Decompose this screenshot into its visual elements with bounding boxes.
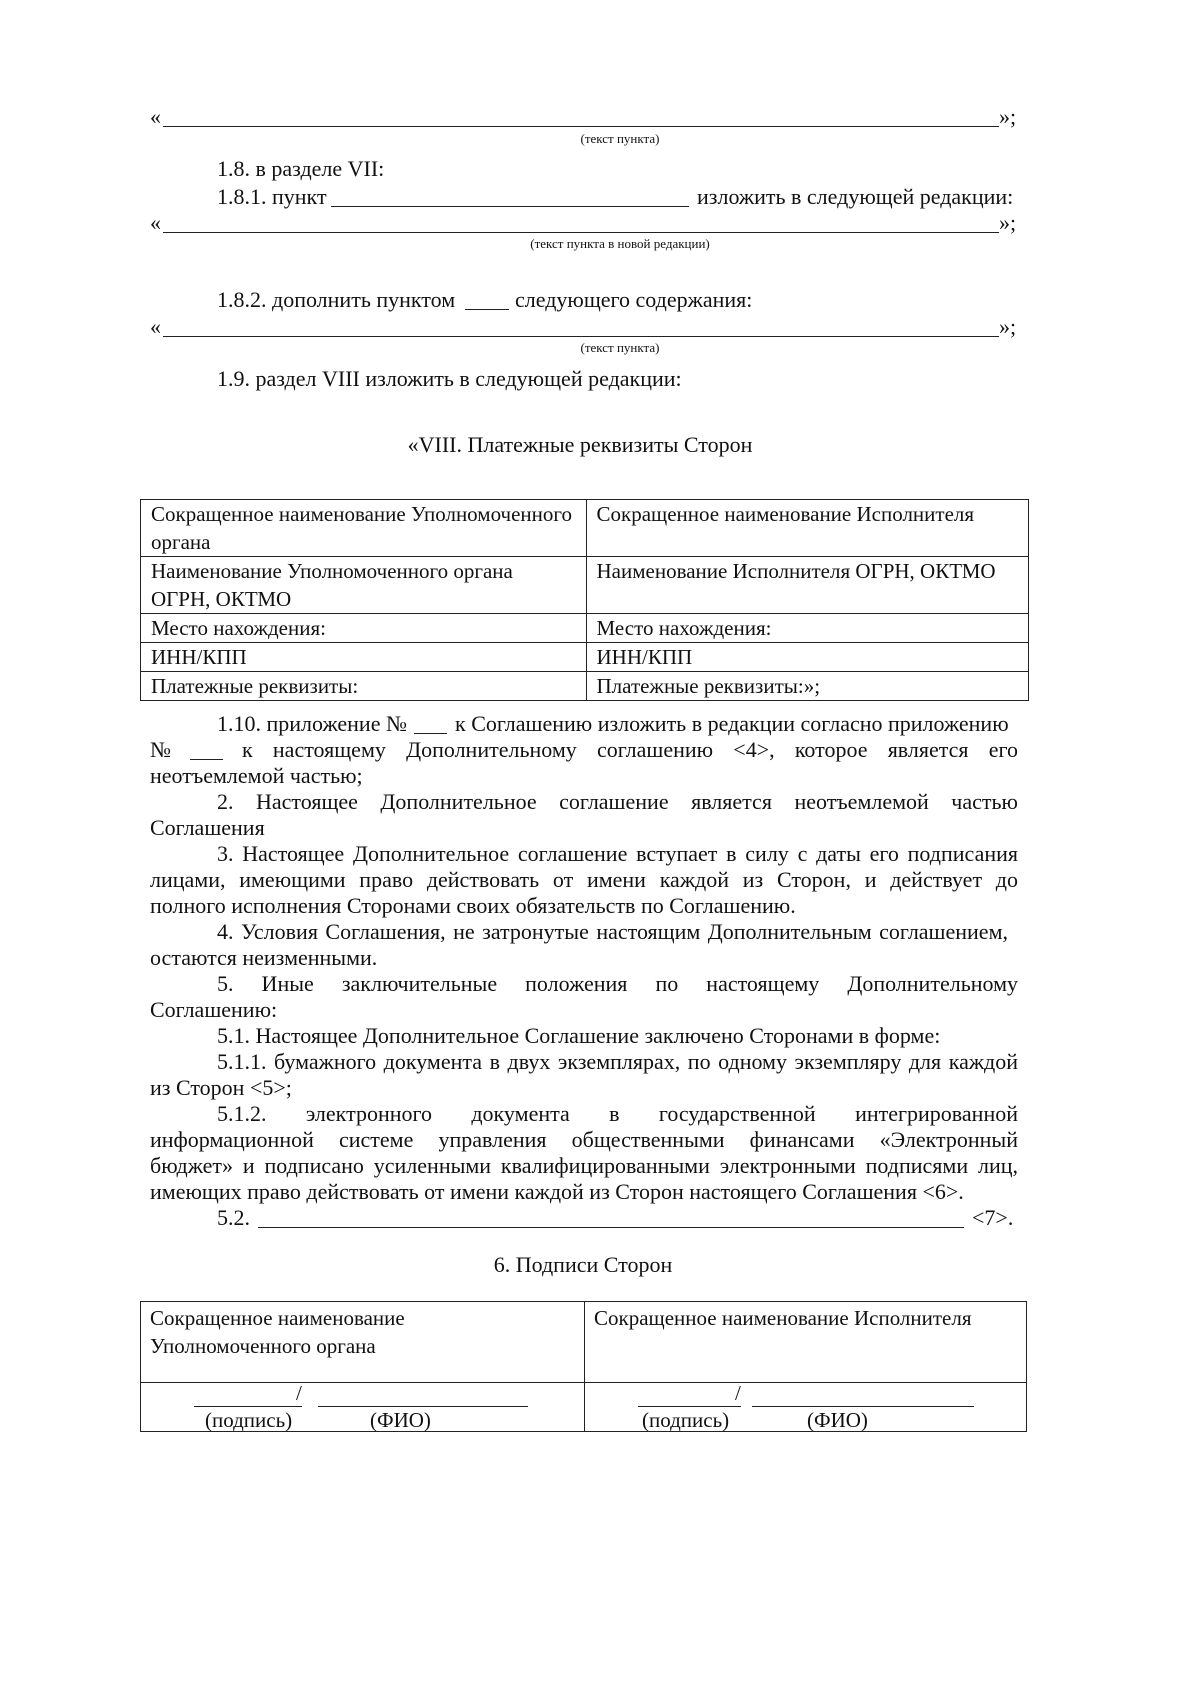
table-cell: Сокращенное наименование Исполнителя <box>586 500 1028 557</box>
quote-close: »; <box>999 210 1017 235</box>
paragraph-5-1: 5.1. Настоящее Дополнительное Соглашение заключено Сторонами в форме: <box>217 1023 941 1048</box>
paragraph-1-8-2-end: следующего содержания: <box>515 287 753 312</box>
paragraph-1-9: 1.9. раздел VIII изложить в следующей редакции: <box>217 366 682 391</box>
table-cell: Место нахождения: <box>141 614 587 643</box>
quote-open: « <box>150 314 161 339</box>
paragraph-1-10-end: к Соглашению изложить в редакции согласно приложению <box>455 711 1009 736</box>
quote-close: »; <box>999 314 1017 339</box>
table-cell: Платежные реквизиты:»; <box>586 672 1028 701</box>
table-row <box>141 557 1029 614</box>
paragraph-1-10-line2: к настоящему Дополнительному соглашению <4>, которое является его <box>242 737 1018 762</box>
paragraph-5-1-2-line3: бюджет» и подписано усиленными квалифицированными электронными подписями лиц, <box>150 1153 1018 1178</box>
paragraph-5-2-footnote: <7>. <box>972 1205 1014 1230</box>
right-slash: / <box>735 1381 741 1405</box>
signatures-table <box>140 1301 1027 1432</box>
table-cell: Платежные реквизиты: <box>141 672 587 701</box>
paragraph-5-1-1-line2: из Сторон <5>; <box>150 1075 292 1100</box>
paragraph-5-1-1-line1: 5.1.1. бумажного документа в двух экземплярах, по одному экземпляру для каждой <box>217 1049 1018 1074</box>
fill-line <box>163 336 999 337</box>
column-divider <box>584 1302 585 1431</box>
paragraph-1-10-line3: неотъемлемой частью; <box>150 763 363 788</box>
item-number-blank <box>465 309 509 310</box>
paragraph-1-8-1-start: 1.8.1. пункт <box>217 184 327 209</box>
quote-close: »; <box>999 104 1017 129</box>
left-slash: / <box>296 1381 302 1405</box>
right-signature-line[interactable] <box>638 1406 741 1407</box>
row-divider <box>141 1382 1026 1383</box>
right-fio-label: (ФИО) <box>807 1408 868 1432</box>
paragraph-5-line2: Соглашению: <box>150 997 278 1022</box>
paragraph-4-line1: 4. Условия Соглашения, не затронутые настоящим Дополнительным соглашением, <box>217 919 1008 944</box>
left-fio-label: (ФИО) <box>370 1408 431 1432</box>
requisites-table <box>140 499 1029 701</box>
paragraph-2-line1: 2. Настоящее Дополнительное соглашение является неотъемлемой частью <box>217 789 1018 814</box>
quote-open: « <box>150 104 161 129</box>
table-row <box>141 643 1029 672</box>
paragraph-3-line2: лицами, имеющими право действовать от имени каждой из Сторон, и действует до <box>150 867 1018 892</box>
paragraph-5-1-2-line2: информационной системе управления общественными финансами «Электронный <box>150 1127 1018 1152</box>
left-signature-line[interactable] <box>194 1406 302 1407</box>
table-row <box>141 614 1029 643</box>
paragraph-5-1-2-line1: 5.1.2. электронного документа в государственной интегрированной <box>217 1101 1018 1126</box>
paragraph-2-line2: Соглашения <box>150 815 265 840</box>
table-cell: Место нахождения: <box>586 614 1028 643</box>
fill-line <box>163 232 999 233</box>
paragraph-1-10-start: 1.10. приложение № <box>217 711 407 736</box>
appendix-number-blank <box>190 759 223 760</box>
left-fio-line[interactable] <box>318 1406 528 1407</box>
paragraph-3-line3: полного исполнения Сторонами своих обязательств по Соглашению. <box>150 893 796 918</box>
table-cell: Наименование Исполнителя ОГРН, ОКТМО <box>586 557 1028 614</box>
right-party-name: Сокращенное наименование Исполнителя <box>594 1306 972 1330</box>
table-row <box>141 500 1029 557</box>
item-number-blank <box>331 206 689 207</box>
table-cell: ИНН/КПП <box>586 643 1028 672</box>
caption-text-new: (текст пункта в новой редакции) <box>530 236 710 251</box>
paragraph-5-1-2-line4: имеющих право действовать от имени каждой из Сторон настоящего Соглашения <6>. <box>150 1179 964 1204</box>
table-cell: Наименование Уполномоченного органа ОГРН, ОКТМО <box>141 557 587 614</box>
paragraph-1-8-2-start: 1.8.2. дополнить пунктом <box>217 287 456 312</box>
left-party-name: Сокращенное наименование Уполномоченного органа <box>150 1306 405 1358</box>
section-6-title: 6. Подписи Сторон <box>493 1252 673 1277</box>
paragraph-5-2-number: 5.2. <box>217 1205 250 1230</box>
caption-text-item: (текст пункта) <box>580 131 660 146</box>
paragraph-1-8: 1.8. в разделе VII: <box>217 156 385 181</box>
right-sign-label: (подпись) <box>642 1408 730 1432</box>
paragraph-4-line2: остаются неизменными. <box>150 945 378 970</box>
caption-text-item: (текст пункта) <box>580 340 660 355</box>
appendix-number-blank <box>414 733 447 734</box>
paragraph-5-line1: 5. Иные заключительные положения по настоящему Дополнительному <box>217 971 1018 996</box>
paragraph-1-8-1-end: изложить в следующей редакции: <box>697 184 1014 209</box>
fill-line <box>163 126 999 127</box>
quote-open: « <box>150 210 161 235</box>
table-cell: Сокращенное наименование Уполномоченного органа <box>141 500 587 557</box>
paragraph-1-10-line2-start: № <box>150 737 171 762</box>
fill-line <box>258 1227 964 1228</box>
table-cell: ИНН/КПП <box>141 643 587 672</box>
section-viii-title: «VIII. Платежные реквизиты Сторон <box>407 432 753 457</box>
left-sign-label: (подпись) <box>205 1408 293 1432</box>
paragraph-3-line1: 3. Настоящее Дополнительное соглашение вступает в силу с даты его подписания <box>217 841 1018 866</box>
right-fio-line[interactable] <box>752 1406 974 1407</box>
table-row <box>141 672 1029 701</box>
